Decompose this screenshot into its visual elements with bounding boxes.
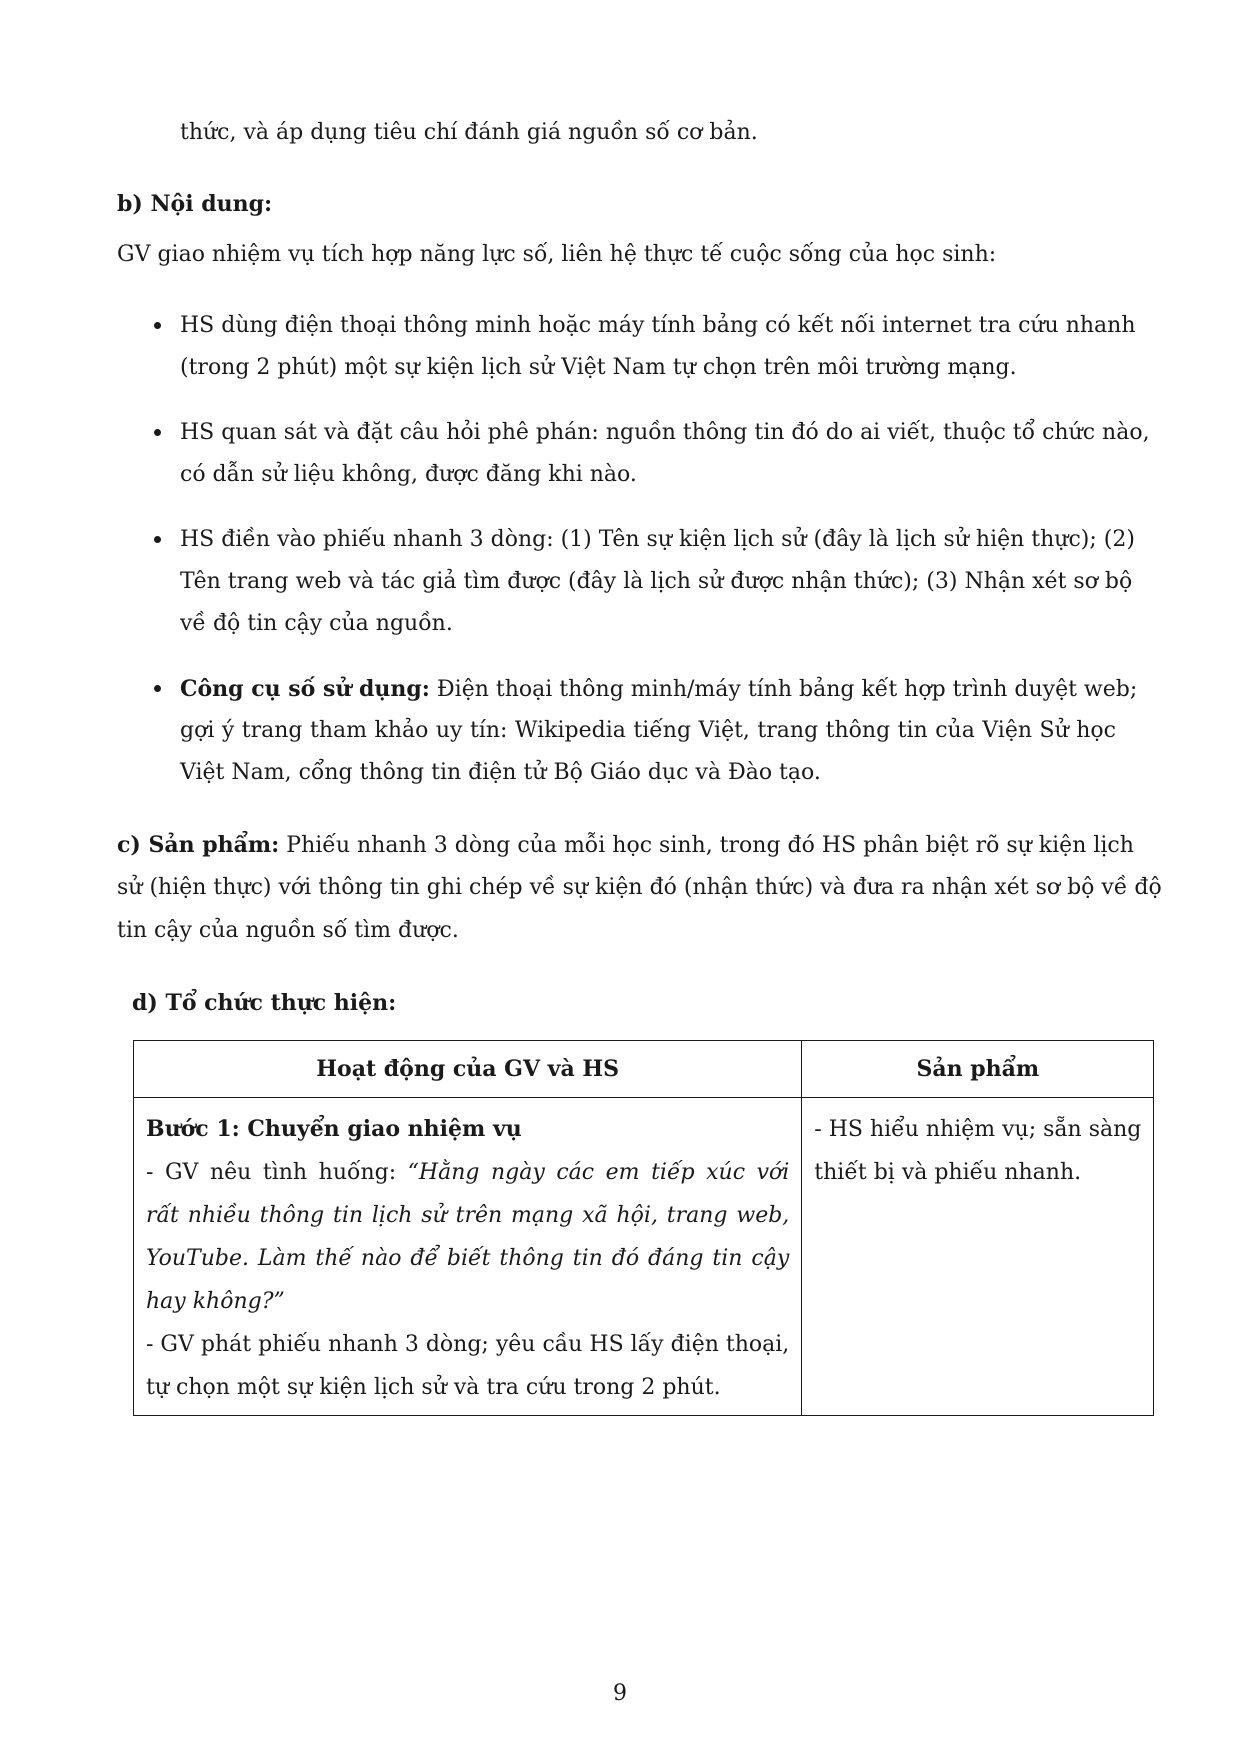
bullet-3-line-2: Tên trang web và tác giả tìm được (đây là lịch sử được nhận thức); (3) Nhận xét sơ bộ — [180, 569, 1133, 594]
bullet-dot — [154, 685, 161, 692]
section-c-line-2: sử (hiện thực) với thông tin ghi chép về sự kiện đó (nhận thức) và đưa ra nhận xét sơ bộ về độ — [117, 875, 1162, 900]
table-row — [134, 1098, 1154, 1416]
bullet-1-line-1: HS dùng điện thoại thông minh hoặc máy tính bảng có kết nối internet tra cứu nhanh — [180, 313, 1136, 338]
bullet-4-line-1 — [180, 674, 1138, 705]
bullet-2-line-1: HS quan sát và đặt câu hỏi phê phán: nguồn thông tin đó do ai viết, thuộc tổ chức nào, — [180, 420, 1150, 445]
product-line-1: - HS hiểu nhiệm vụ; sẵn sàng — [814, 1117, 1142, 1142]
bullet-3-line-3: về độ tin cậy của nguồn. — [180, 611, 453, 636]
intro-tail-text: thức, và áp dụng tiêu chí đánh giá nguồn số cơ bản. — [180, 120, 758, 145]
activity-cell — [134, 1098, 802, 1416]
section-b-lead: GV giao nhiệm vụ tích hợp năng lực số, liên hệ thực tế cuộc sống của học sinh: — [117, 242, 997, 267]
task-line-2: tự chọn một sự kiện lịch sử và tra cứu trong 2 phút. — [146, 1375, 721, 1400]
product-cell — [802, 1098, 1154, 1416]
section-c-line-3: tin cậy của nguồn số tìm được. — [117, 918, 459, 943]
quote-line-1: “Hằng ngày các em tiếp xúc với — [407, 1160, 790, 1185]
bullet-4-line-2: gợi ý trang tham khảo uy tín: Wikipedia tiếng Việt, trang thông tin của Viện Sử học — [180, 718, 1116, 743]
section-c-line-1 — [117, 830, 1134, 861]
gv-prefix: - GV nêu tình huống: — [146, 1160, 408, 1185]
section-b-heading: b) Nội dung: — [117, 191, 273, 217]
gv-situation-line — [134, 1151, 801, 1194]
bullet-dot — [154, 536, 161, 543]
section-c-heading: c) Sản phẩm: — [117, 832, 280, 858]
step-title: Bước 1: Chuyển giao nhiệm vụ — [146, 1116, 522, 1142]
table-header-product: Sản phẩm — [802, 1041, 1154, 1098]
quote-line-4: hay không?” — [146, 1289, 285, 1314]
quote-line-2: rất nhiều thông tin lịch sử trên mạng xã hội, trang web, — [146, 1203, 790, 1228]
section-d-heading: d) Tổ chức thực hiện: — [132, 990, 397, 1016]
task-line-1: - GV phát phiếu nhanh 3 dòng; yêu cầu HS lấy điện thoại, — [146, 1332, 790, 1357]
bullet-1-line-2: (trong 2 phút) một sự kiện lịch sử Việt Nam tự chọn trên môi trường mạng. — [180, 355, 1017, 380]
bullet-dot — [154, 322, 161, 329]
bullet-2-line-2: có dẫn sử liệu không, được đăng khi nào. — [180, 462, 637, 487]
bullet-3-line-1: HS điền vào phiếu nhanh 3 dòng: (1) Tên sự kiện lịch sử (đây là lịch sử hiện thực); (2) — [180, 527, 1135, 552]
bullet-4-line-3: Việt Nam, cổng thông tin điện tử Bộ Giáo dục và Đào tạo. — [180, 760, 821, 785]
table-header-activities: Hoạt động của GV và HS — [134, 1041, 802, 1098]
bullet-4-line-1-text: Điện thoại thông minh/máy tính bảng kết hợp trình duyệt web; — [436, 677, 1138, 702]
page-number: 9 — [613, 1681, 627, 1706]
section-c-line-1-text: Phiếu nhanh 3 dòng của mỗi học sinh, trong đó HS phân biệt rõ sự kiện lịch — [286, 833, 1134, 858]
table-header-row — [134, 1041, 1154, 1098]
quote-line-3: YouTube. Làm thế nào để biết thông tin đó đáng tin cậy — [146, 1246, 790, 1271]
bullet-4-bold-lead: Công cụ số sử dụng: — [180, 676, 430, 702]
activity-table — [133, 1040, 1154, 1416]
product-line-2: thiết bị và phiếu nhanh. — [814, 1160, 1082, 1185]
bullet-dot — [154, 429, 161, 436]
